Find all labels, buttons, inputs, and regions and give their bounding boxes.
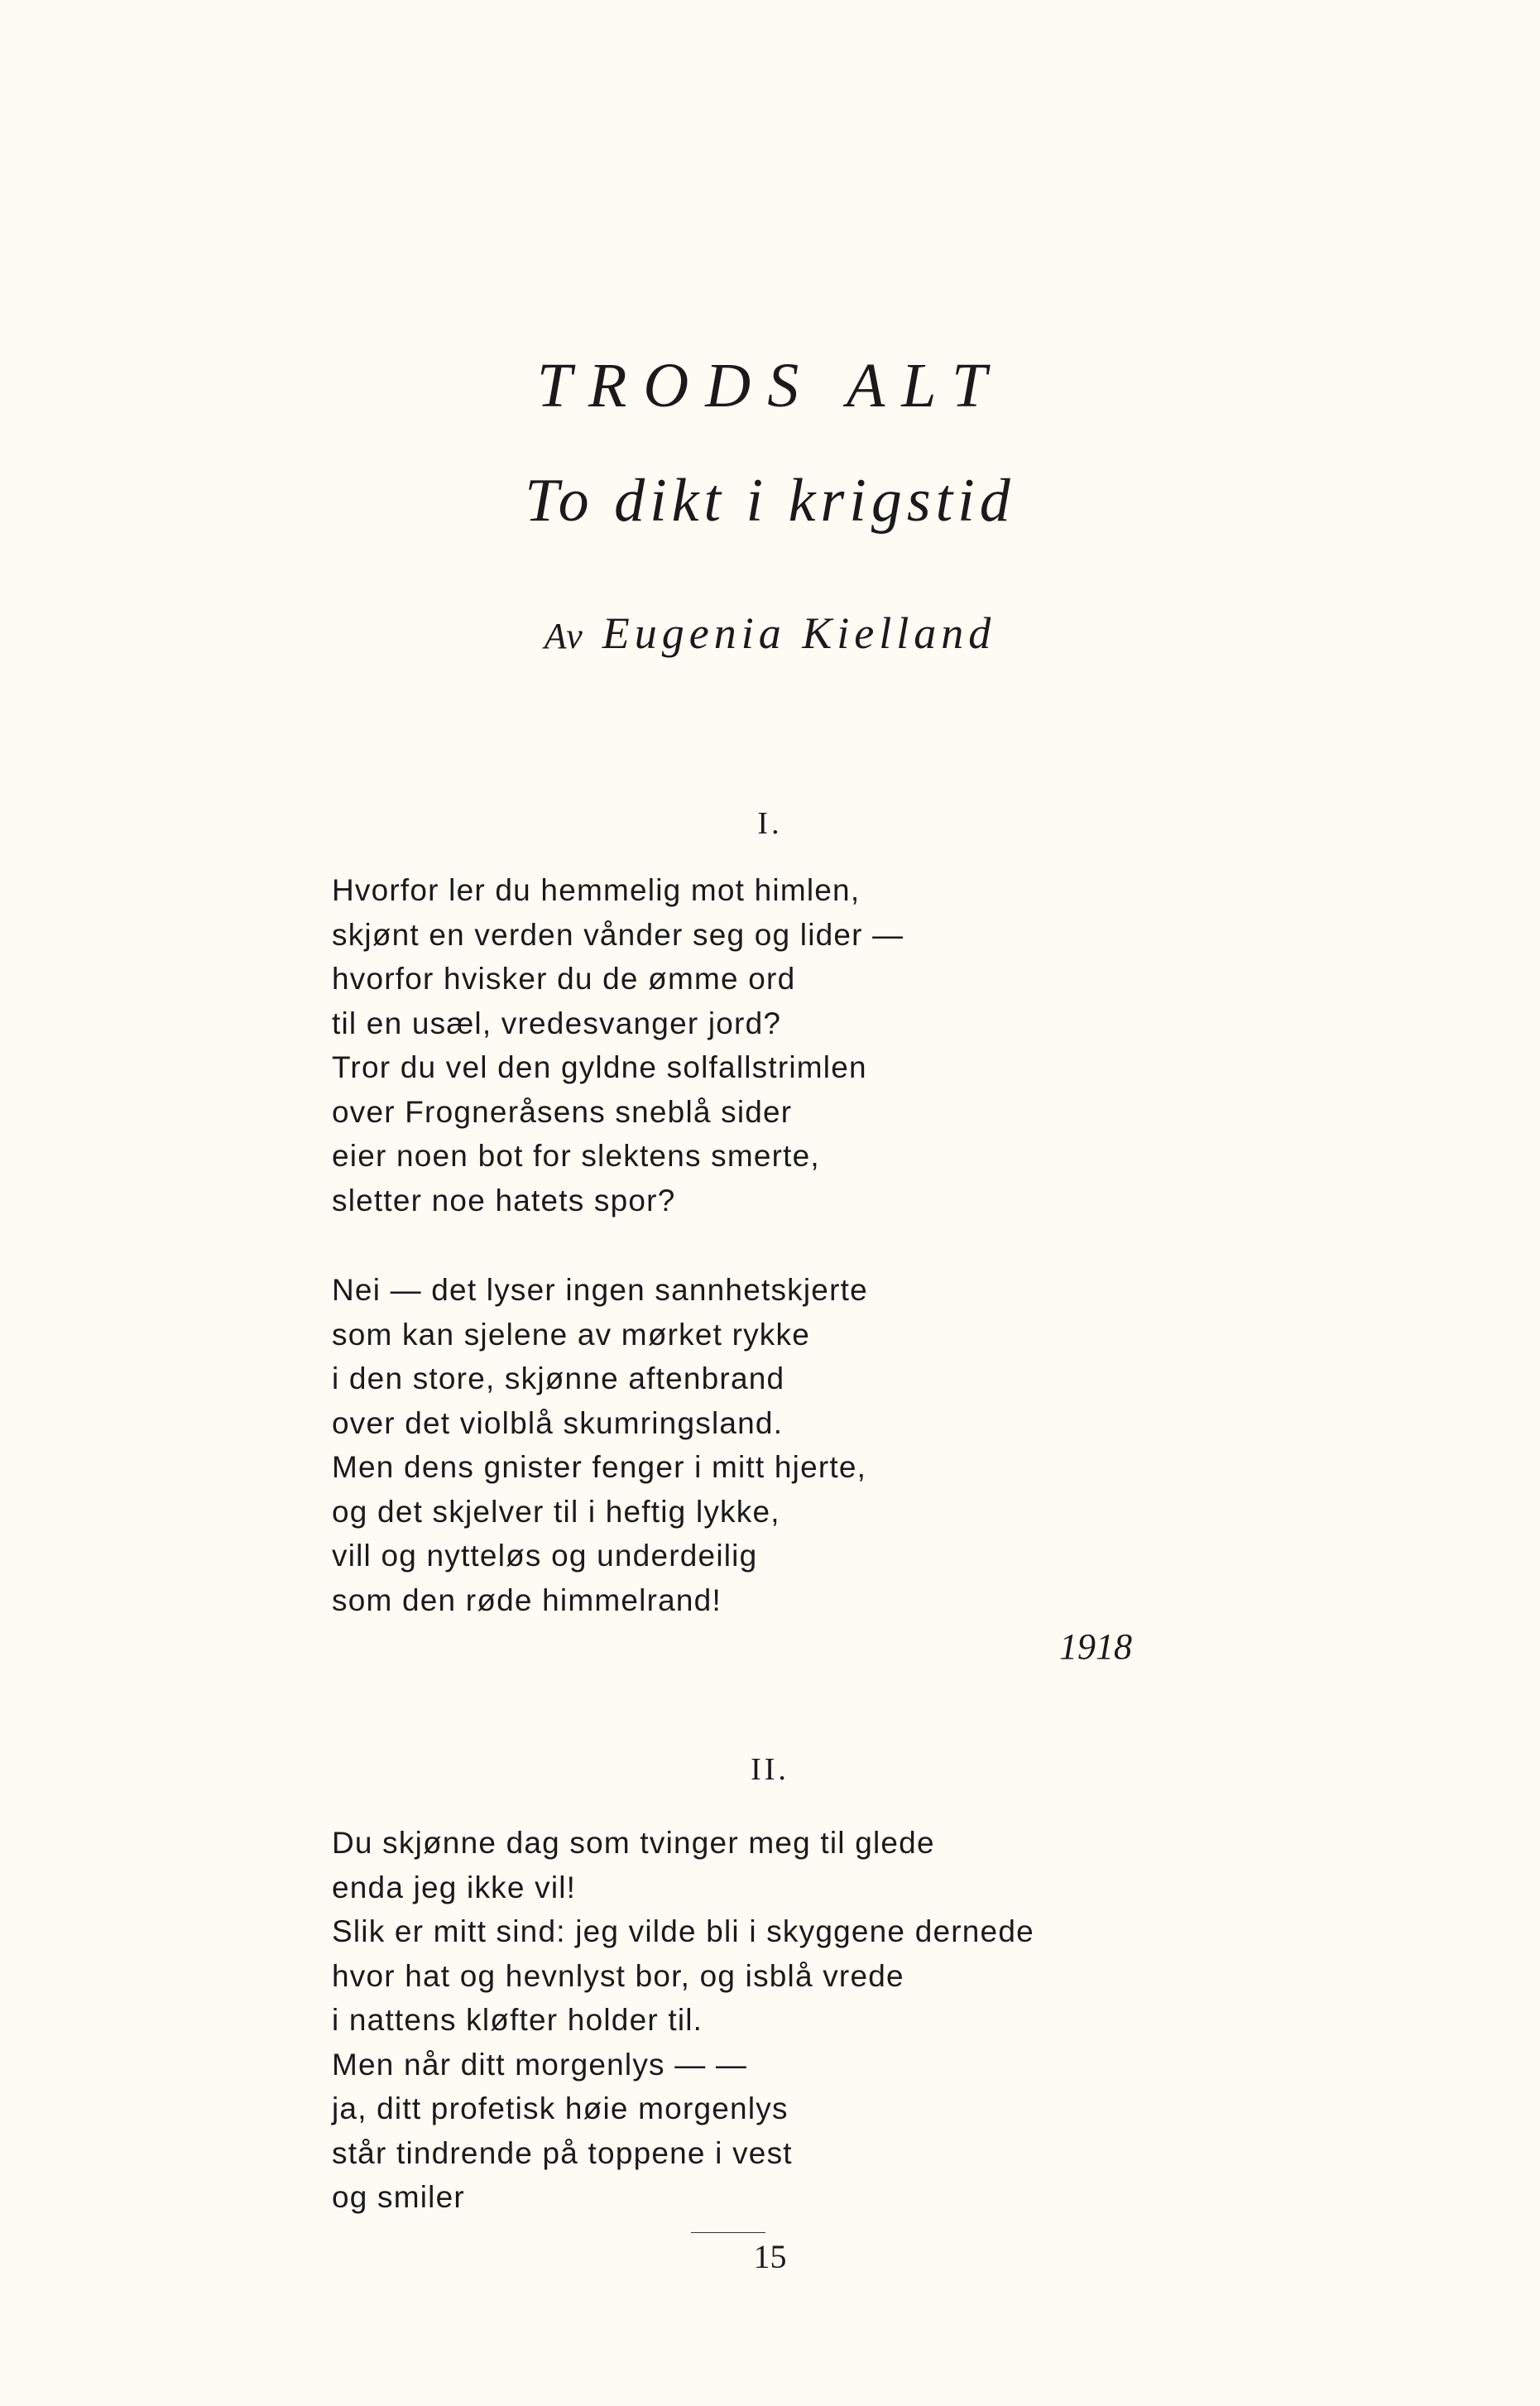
- poem-line: Slik er mitt sind: jeg vilde bli i skyggene dernede: [332, 1914, 1034, 1948]
- byline: [0, 608, 1540, 658]
- poem-line: eier noen bot for slektens smerte,: [332, 1139, 820, 1173]
- section-number-1: I.: [757, 806, 783, 841]
- poem-line: Tror du vel den gyldne solfallstrimlen: [332, 1050, 867, 1084]
- poem-line: over Frogneråsens sneblå sider: [332, 1094, 793, 1129]
- stanza-1: [332, 868, 904, 1222]
- poem-line: Men når ditt morgenlys — —: [332, 2047, 748, 2082]
- poem-line: hvorfor hvisker du de ømme ord: [332, 962, 796, 996]
- poem-line: som kan sjelene av mørket rykke: [332, 1317, 810, 1352]
- poem-line: enda jeg ikke vil!: [332, 1870, 577, 1904]
- byline-prefix: Av: [544, 616, 584, 656]
- stanza-2: [332, 1268, 868, 1622]
- poem-line: hvor hat og hevnlyst bor, og isblå vrede: [332, 1958, 904, 1993]
- footer-rule: [691, 2232, 765, 2233]
- poem-line: over det violblå skumringsland.: [332, 1405, 784, 1440]
- poem-title: TRODS ALT: [536, 351, 1004, 420]
- poem-line: i nattens kløfter holder til.: [332, 2003, 703, 2037]
- poem-line: til en usæl, vredesvanger jord?: [332, 1006, 782, 1040]
- poem-line: i den store, skjønne aftenbrand: [332, 1361, 785, 1395]
- poem-line: står tindrende på toppene i vest: [332, 2135, 793, 2170]
- poem-line: Nei — det lyser ingen sannhetskjerte: [332, 1273, 868, 1307]
- author-name: Eugenia Kielland: [602, 608, 996, 658]
- poem-line: sletter noe hatets spor?: [332, 1183, 676, 1217]
- poem-line: og smiler: [332, 2180, 465, 2214]
- poem-subtitle: To dikt i krigstid: [525, 467, 1015, 535]
- poem-line: Men dens gnister fenger i mitt hjerte,: [332, 1450, 867, 1484]
- poem-line: og det skjelver til i heftig lykke,: [332, 1494, 780, 1529]
- poem-line: skjønt en verden vånder seg og lider —: [332, 917, 904, 952]
- poem-line: ja, ditt profetisk høie morgenlys: [332, 2091, 789, 2125]
- section-number-2: II.: [751, 1752, 789, 1787]
- poem-line: som den røde himmelrand!: [332, 1582, 722, 1617]
- stanza-3: [332, 1821, 1034, 2220]
- poem-line: Hvorfor ler du hemmelig mot himlen,: [332, 873, 861, 907]
- poem-line: Du skjønne dag som tvinger meg til glede: [332, 1826, 935, 1860]
- poem-year: 1918: [1059, 1626, 1132, 1667]
- page-number: 15: [753, 2238, 787, 2275]
- poem-line: vill og nytteløs og underdeilig: [332, 1539, 758, 1573]
